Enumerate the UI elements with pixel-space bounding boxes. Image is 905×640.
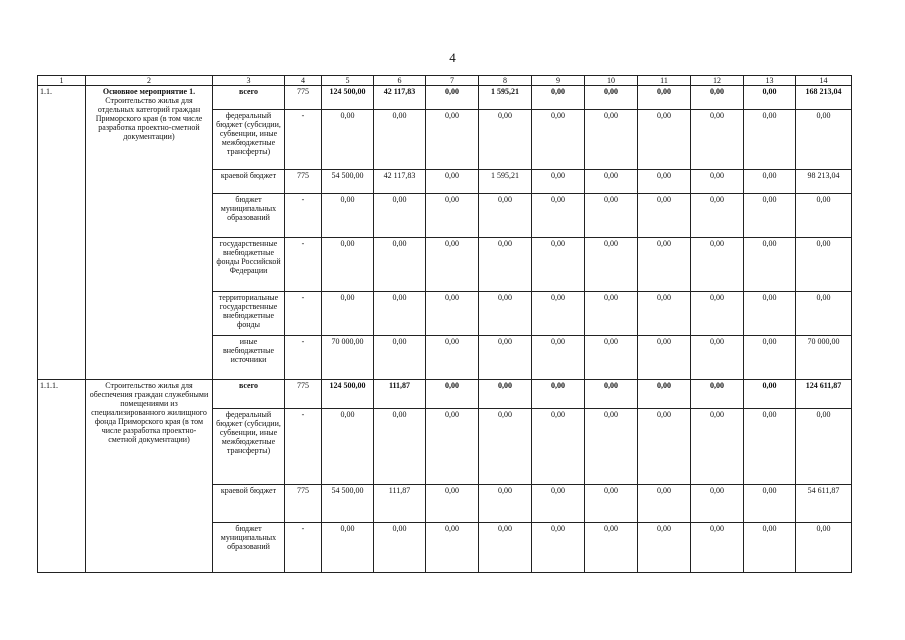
amount-cell: 0,00 — [532, 409, 585, 485]
item-description — [86, 380, 213, 573]
amount-cell: 0,00 — [374, 409, 426, 485]
amount-cell: 0,00 — [479, 380, 532, 409]
amount-cell: 98 213,04 — [796, 170, 852, 194]
budget-table — [37, 75, 852, 573]
funding-source: всего — [213, 86, 285, 110]
amount-cell: 0,00 — [532, 238, 585, 292]
amount-cell: 0,00 — [744, 86, 796, 110]
amount-cell: 0,00 — [691, 380, 744, 409]
amount-cell: 0,00 — [374, 194, 426, 238]
amount-cell: 0,00 — [796, 523, 852, 573]
amount-cell: 0,00 — [585, 380, 638, 409]
funding-source: иные внебюджетные источники — [213, 336, 285, 380]
amount-cell: 0,00 — [374, 523, 426, 573]
amount-cell: 0,00 — [691, 238, 744, 292]
amount-cell: 0,00 — [744, 170, 796, 194]
amount-cell: 0,00 — [426, 194, 479, 238]
amount-cell: 0,00 — [532, 336, 585, 380]
amount-cell: 0,00 — [638, 292, 691, 336]
amount-cell: 0,00 — [585, 238, 638, 292]
amount-cell: 0,00 — [374, 238, 426, 292]
amount-cell: 0,00 — [691, 86, 744, 110]
admin-code: - — [285, 409, 322, 485]
amount-cell: 124 500,00 — [322, 86, 374, 110]
amount-cell: 0,00 — [744, 110, 796, 170]
amount-cell: 0,00 — [426, 336, 479, 380]
column-header: 7 — [426, 76, 479, 86]
amount-cell: 54 500,00 — [322, 170, 374, 194]
amount-cell: 0,00 — [426, 485, 479, 523]
admin-code: - — [285, 238, 322, 292]
amount-cell: 54 611,87 — [796, 485, 852, 523]
amount-cell: 0,00 — [796, 194, 852, 238]
amount-cell: 0,00 — [585, 86, 638, 110]
amount-cell: 0,00 — [744, 380, 796, 409]
amount-cell: 0,00 — [426, 292, 479, 336]
funding-source: федеральный бюджет (субсидии, субвенции, иные межбюджетные трансферты) — [213, 110, 285, 170]
amount-cell: 0,00 — [638, 485, 691, 523]
amount-cell: 0,00 — [638, 523, 691, 573]
amount-cell: 0,00 — [479, 523, 532, 573]
amount-cell: 0,00 — [744, 194, 796, 238]
table-row — [38, 380, 852, 409]
amount-cell: 0,00 — [691, 485, 744, 523]
amount-cell: 0,00 — [585, 409, 638, 485]
amount-cell: 0,00 — [691, 336, 744, 380]
amount-cell: 42 117,83 — [374, 170, 426, 194]
item-code: 1.1. — [38, 86, 86, 380]
amount-cell: 1 595,21 — [479, 170, 532, 194]
amount-cell: 0,00 — [532, 380, 585, 409]
item-title: Строительство жилья для обеспечения граждан служебными помещениями из специализированного жилищного фонда Приморского края (в том числе разработка проектно-сметной документации) — [89, 381, 209, 444]
amount-cell: 0,00 — [691, 170, 744, 194]
amount-cell: 0,00 — [532, 292, 585, 336]
table-row — [38, 86, 852, 110]
amount-cell: 124 611,87 — [796, 380, 852, 409]
funding-source: бюджет муниципальных образований — [213, 194, 285, 238]
amount-cell: 0,00 — [426, 110, 479, 170]
column-header: 11 — [638, 76, 691, 86]
column-header: 5 — [322, 76, 374, 86]
amount-cell: 0,00 — [426, 86, 479, 110]
amount-cell: 0,00 — [426, 523, 479, 573]
admin-code: - — [285, 194, 322, 238]
admin-code: 775 — [285, 485, 322, 523]
amount-cell: 0,00 — [796, 292, 852, 336]
amount-cell: 0,00 — [691, 292, 744, 336]
amount-cell: 168 213,04 — [796, 86, 852, 110]
amount-cell: 0,00 — [585, 292, 638, 336]
amount-cell: 0,00 — [691, 409, 744, 485]
amount-cell: 0,00 — [744, 238, 796, 292]
amount-cell: 0,00 — [638, 380, 691, 409]
funding-source: краевой бюджет — [213, 170, 285, 194]
amount-cell: 0,00 — [638, 409, 691, 485]
amount-cell: 0,00 — [322, 292, 374, 336]
amount-cell: 0,00 — [796, 110, 852, 170]
amount-cell: 111,87 — [374, 380, 426, 409]
amount-cell: 0,00 — [796, 409, 852, 485]
amount-cell: 0,00 — [691, 110, 744, 170]
column-header: 9 — [532, 76, 585, 86]
amount-cell: 0,00 — [322, 409, 374, 485]
amount-cell: 0,00 — [532, 194, 585, 238]
amount-cell: 0,00 — [426, 238, 479, 292]
amount-cell: 0,00 — [479, 238, 532, 292]
amount-cell: 0,00 — [638, 170, 691, 194]
amount-cell: 0,00 — [691, 194, 744, 238]
funding-source: федеральный бюджет (субсидии, субвенции, иные межбюджетные трансферты) — [213, 409, 285, 485]
amount-cell: 0,00 — [426, 380, 479, 409]
amount-cell: 0,00 — [744, 485, 796, 523]
funding-source: территориальные государственные внебюджетные фонды — [213, 292, 285, 336]
amount-cell: 0,00 — [479, 110, 532, 170]
amount-cell: 0,00 — [532, 86, 585, 110]
amount-cell: 0,00 — [691, 523, 744, 573]
admin-code: - — [285, 523, 322, 573]
amount-cell: 0,00 — [426, 409, 479, 485]
admin-code: 775 — [285, 86, 322, 110]
page-number: 4 — [449, 50, 456, 65]
column-header: 6 — [374, 76, 426, 86]
amount-cell: 0,00 — [638, 238, 691, 292]
amount-cell: 0,00 — [585, 336, 638, 380]
amount-cell: 0,00 — [374, 292, 426, 336]
amount-cell: 0,00 — [796, 238, 852, 292]
amount-cell: 0,00 — [479, 485, 532, 523]
item-code: 1.1.1. — [38, 380, 86, 573]
column-header: 14 — [796, 76, 852, 86]
amount-cell: 0,00 — [322, 238, 374, 292]
column-header: 10 — [585, 76, 638, 86]
funding-source: всего — [213, 380, 285, 409]
amount-cell: 0,00 — [638, 194, 691, 238]
amount-cell: 0,00 — [638, 336, 691, 380]
amount-cell: 0,00 — [322, 110, 374, 170]
amount-cell: 0,00 — [532, 110, 585, 170]
amount-cell: 0,00 — [585, 194, 638, 238]
admin-code: 775 — [285, 170, 322, 194]
amount-cell: 70 000,00 — [322, 336, 374, 380]
amount-cell: 0,00 — [322, 194, 374, 238]
amount-cell: 0,00 — [585, 523, 638, 573]
amount-cell: 0,00 — [322, 523, 374, 573]
amount-cell: 0,00 — [532, 523, 585, 573]
amount-cell: 0,00 — [479, 336, 532, 380]
amount-cell: 0,00 — [744, 292, 796, 336]
funding-source: государственные внебюджетные фонды Российской Федерации — [213, 238, 285, 292]
funding-source: краевой бюджет — [213, 485, 285, 523]
admin-code: 775 — [285, 380, 322, 409]
amount-cell: 0,00 — [585, 485, 638, 523]
amount-cell: 0,00 — [532, 485, 585, 523]
admin-code: - — [285, 292, 322, 336]
admin-code: - — [285, 336, 322, 380]
amount-cell: 0,00 — [585, 110, 638, 170]
amount-cell: 0,00 — [374, 336, 426, 380]
column-header: 13 — [744, 76, 796, 86]
amount-cell: 124 500,00 — [322, 380, 374, 409]
item-title: Строительство жилья для отдельных категорий граждан Приморского края (в том числе разработка проектно-сметной документации) — [95, 96, 203, 141]
amount-cell: 0,00 — [744, 336, 796, 380]
amount-cell: 42 117,83 — [374, 86, 426, 110]
column-header: 12 — [691, 76, 744, 86]
column-header: 2 — [86, 76, 213, 86]
item-title-bold: Основное мероприятие 1. — [102, 87, 196, 96]
funding-source: бюджет муниципальных образований — [213, 523, 285, 573]
admin-code: - — [285, 110, 322, 170]
column-header: 4 — [285, 76, 322, 86]
amount-cell: 1 595,21 — [479, 86, 532, 110]
amount-cell: 0,00 — [374, 110, 426, 170]
amount-cell: 0,00 — [744, 409, 796, 485]
column-header: 8 — [479, 76, 532, 86]
item-description — [86, 86, 213, 380]
amount-cell: 0,00 — [585, 170, 638, 194]
amount-cell: 54 500,00 — [322, 485, 374, 523]
column-header: 1 — [38, 76, 86, 86]
amount-cell: 0,00 — [426, 170, 479, 194]
amount-cell: 0,00 — [744, 523, 796, 573]
amount-cell: 0,00 — [638, 86, 691, 110]
header-row — [38, 76, 852, 86]
amount-cell: 0,00 — [479, 292, 532, 336]
amount-cell: 111,87 — [374, 485, 426, 523]
amount-cell: 0,00 — [479, 194, 532, 238]
amount-cell: 70 000,00 — [796, 336, 852, 380]
table-body — [38, 76, 852, 573]
amount-cell: 0,00 — [532, 170, 585, 194]
column-header: 3 — [213, 76, 285, 86]
amount-cell: 0,00 — [479, 409, 532, 485]
amount-cell: 0,00 — [638, 110, 691, 170]
